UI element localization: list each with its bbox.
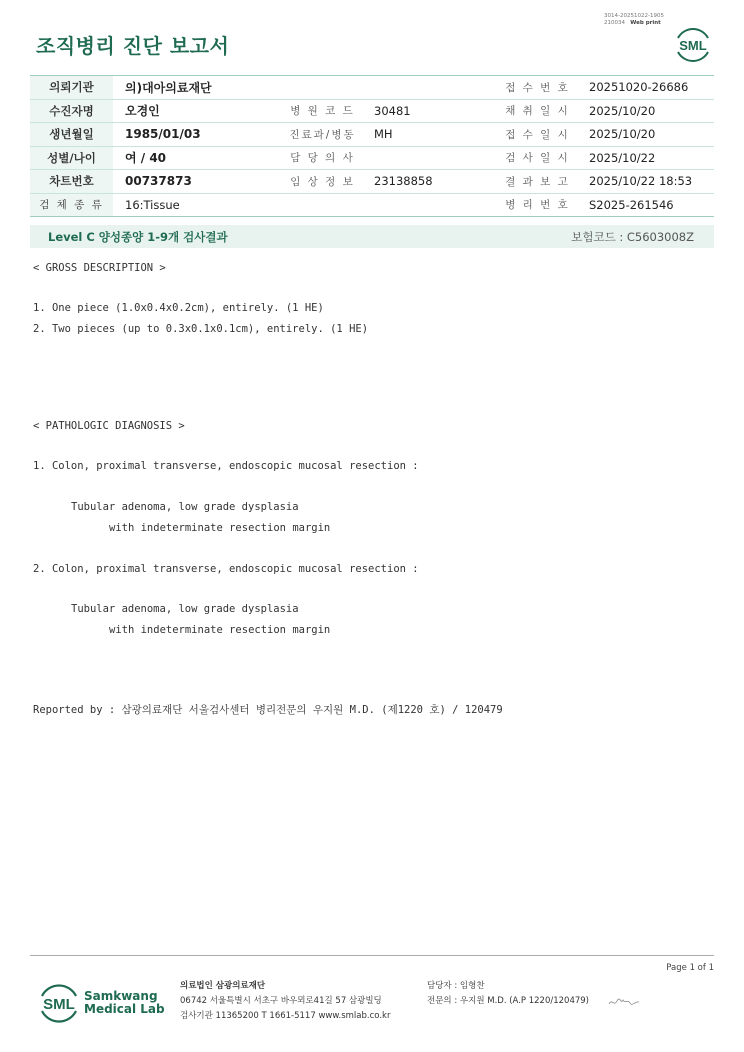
info-value <box>362 76 498 100</box>
brand-line1: Samkwang <box>84 989 158 1003</box>
info-value: 2025/10/22 18:53 <box>577 170 714 194</box>
info-label: 검 체 종 류 <box>30 193 113 217</box>
info-value: 의)대아의료재단 <box>113 76 283 100</box>
diagnosis-item-1-margin: with indeterminate resection margin <box>109 522 331 534</box>
sml-footer-logo-text: SML <box>43 996 75 1013</box>
specialist-label: 전문의 : <box>427 996 458 1006</box>
sml-footer-logo-icon <box>36 980 82 1026</box>
web-print-label: Web print <box>630 19 661 26</box>
info-label: 결 과 보 고 <box>498 170 577 194</box>
info-value <box>362 193 498 217</box>
patient-info-table <box>30 75 714 217</box>
gross-header: < GROSS DESCRIPTION > <box>33 262 166 274</box>
info-value: 20251020-26686 <box>577 76 714 100</box>
specialist-name: 우지원 M.D. (A.P 1220/120479) <box>459 996 589 1006</box>
org-contact: 검사기관 11365200 T 1661-5117 www.smlab.co.kr <box>180 1011 391 1021</box>
info-label: 접 수 번 호 <box>498 76 577 100</box>
brand-name <box>84 990 165 1016</box>
document-code <box>604 13 664 26</box>
sml-logo-icon <box>672 24 714 64</box>
info-value: 여 / 40 <box>113 146 283 170</box>
info-value: 30481 <box>362 99 498 123</box>
info-value: 2025/10/20 <box>577 123 714 147</box>
diagnosis-item-2: 2. Colon, proximal transverse, endoscopic mucosal resection : <box>33 563 419 575</box>
info-label: 의뢰기관 <box>30 76 113 100</box>
diagnosis-item-1: 1. Colon, proximal transverse, endoscopic mucosal resection : <box>33 460 419 472</box>
diagnosis-item-2-finding: Tubular adenoma, low grade dysplasia <box>71 603 299 615</box>
info-label: 성별/나이 <box>30 146 113 170</box>
info-value: 2025/10/22 <box>577 146 714 170</box>
org-name: 의료법인 삼광의료재단 <box>180 981 266 991</box>
footer-divider <box>30 955 714 956</box>
info-row <box>30 99 714 123</box>
gross-item-1: 1. One piece (1.0x0.4x0.2cm), entirely. (1 HE) <box>33 302 324 314</box>
info-value: 16:Tissue <box>113 193 283 217</box>
info-label: 차트번호 <box>30 170 113 194</box>
doc-code-line1: 3014-20251022-1905 <box>604 13 664 19</box>
manager-label: 담당자 : <box>427 981 458 991</box>
info-label <box>283 193 362 217</box>
info-value: 23138858 <box>362 170 498 194</box>
brand-line2: Medical Lab <box>84 1002 165 1016</box>
info-row <box>30 123 714 147</box>
info-value: S2025-261546 <box>577 193 714 217</box>
info-label: 생년월일 <box>30 123 113 147</box>
info-value <box>362 146 498 170</box>
info-label: 담 당 의 사 <box>283 146 362 170</box>
signature-icon <box>607 995 641 1009</box>
diagnosis-item-1-finding: Tubular adenoma, low grade dysplasia <box>71 501 299 513</box>
gross-item-2: 2. Two pieces (up to 0.3x0.1x0.1cm), entirely. (1 HE) <box>33 323 369 335</box>
page-number: Page 1 of 1 <box>666 963 714 973</box>
info-label: 병 리 번 호 <box>498 193 577 217</box>
info-label: 채 취 일 시 <box>498 99 577 123</box>
level-title: Level C 양성종양 1-9개 검사결과 <box>48 230 228 244</box>
info-label: 수진자명 <box>30 99 113 123</box>
diagnosis-header: < PATHOLOGIC DIAGNOSIS > <box>33 420 185 432</box>
info-row <box>30 146 714 170</box>
doc-code-line2: 210034 <box>604 19 625 26</box>
info-label: 접 수 일 시 <box>498 123 577 147</box>
staff-info <box>427 979 589 1009</box>
org-info <box>180 979 390 1024</box>
info-value: 1985/01/03 <box>113 123 283 147</box>
info-label: 임 상 정 보 <box>283 170 362 194</box>
info-row <box>30 193 714 217</box>
sml-logo-text: SML <box>679 38 707 53</box>
info-value: MH <box>362 123 498 147</box>
org-address: 06742 서울특별시 서초구 바우뫼로41길 57 삼광빌딩 <box>180 996 382 1006</box>
info-label: 병 원 코 드 <box>283 99 362 123</box>
insurance-code: 보험코드 : C5603008Z <box>571 230 694 244</box>
page-title: 조직병리 진단 보고서 <box>36 34 230 58</box>
diagnosis-item-2-margin: with indeterminate resection margin <box>109 624 331 636</box>
info-label: 진료과/병동 <box>283 123 362 147</box>
manager-name: 임형찬 <box>459 981 485 991</box>
info-label: 검 사 일 시 <box>498 146 577 170</box>
reported-by: Reported by : 삼광의료재단 서울검사센터 병리전문의 우지원 M.D. (제1220 호) / 120479 <box>33 704 503 716</box>
info-value: 오경인 <box>113 99 283 123</box>
info-row <box>30 76 714 100</box>
info-value: 2025/10/20 <box>577 99 714 123</box>
info-label <box>283 76 362 100</box>
info-value: 00737873 <box>113 170 283 194</box>
info-row <box>30 170 714 194</box>
